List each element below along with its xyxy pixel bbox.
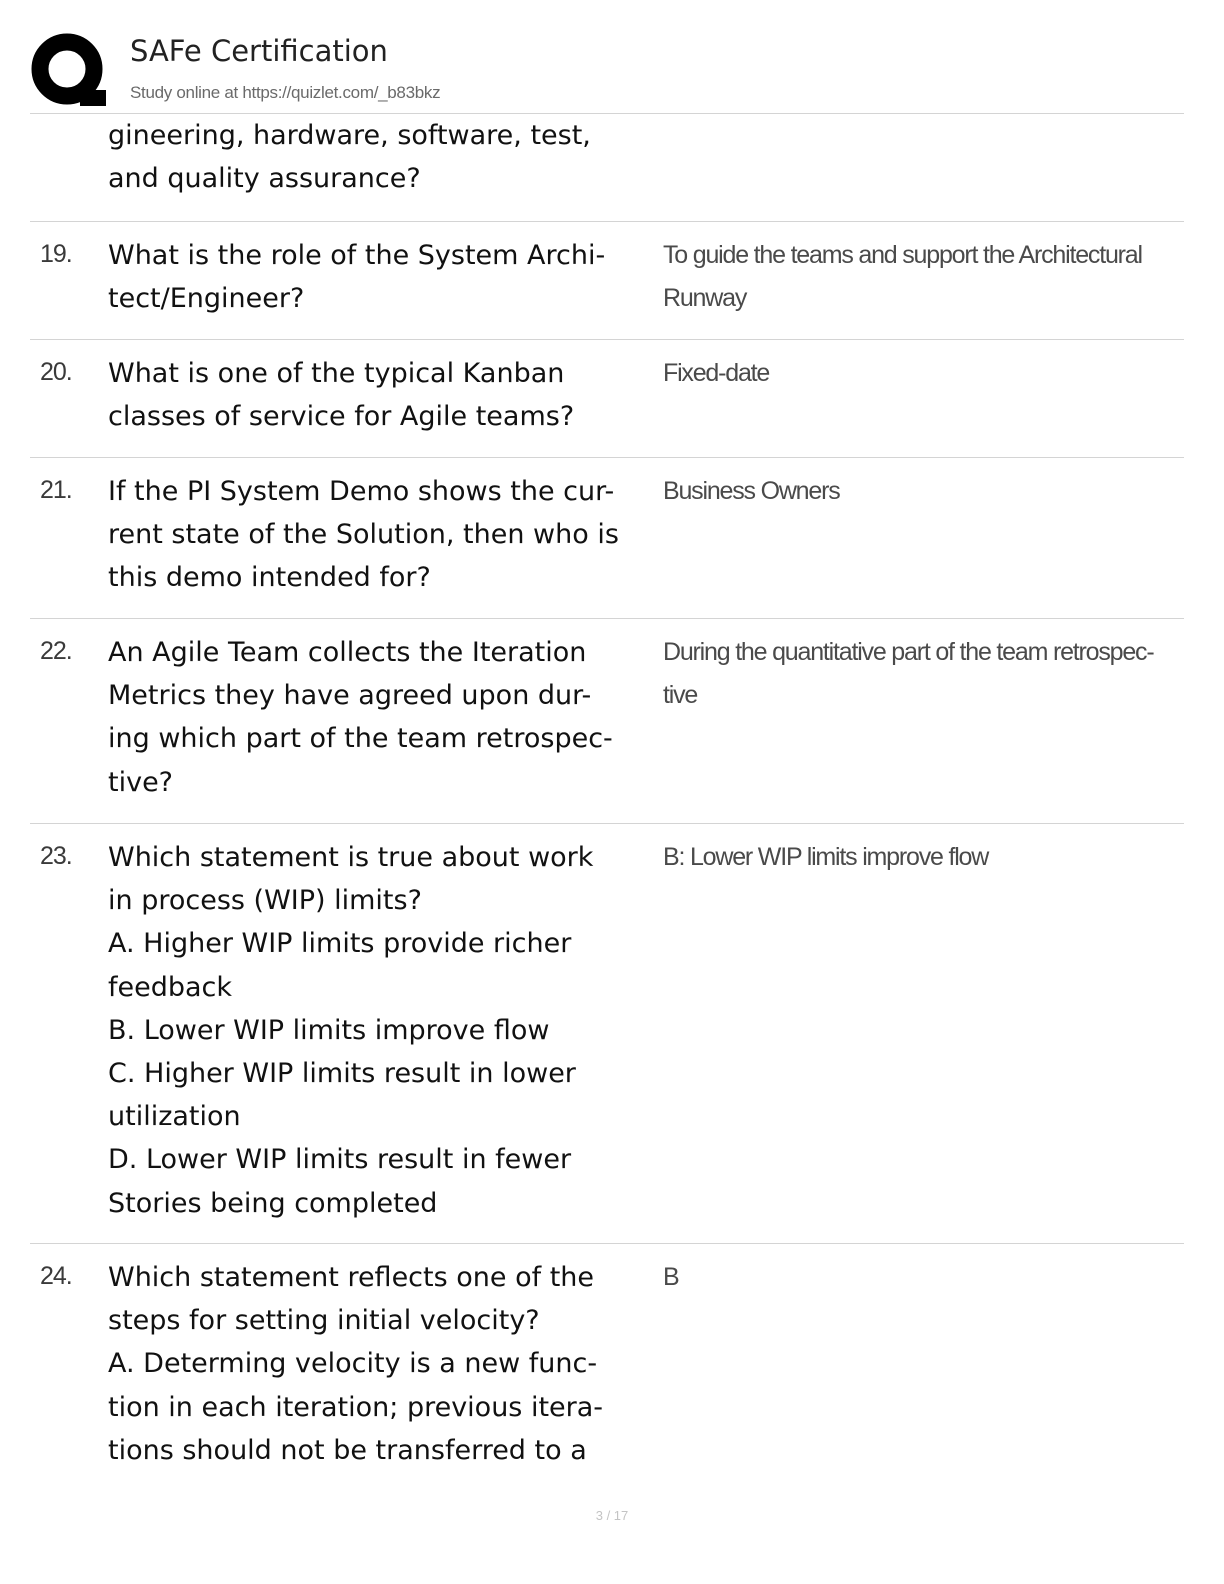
- answer-text: B: Lower WIP limits improve flow: [663, 843, 989, 871]
- card-number: 21.: [40, 476, 72, 504]
- question-text: If the PI System Demo shows the cur- rent state of the Solution, then who is this demo intended for?: [108, 476, 619, 594]
- card-number: 23.: [40, 842, 72, 870]
- card-number: 24.: [40, 1262, 72, 1290]
- card-number: 19.: [40, 240, 72, 268]
- card-row-continued: [30, 114, 1184, 222]
- quizlet-logo-icon: [30, 32, 110, 112]
- page-number: 3 / 17: [595, 1508, 629, 1523]
- question-text: An Agile Team collects the Iteration Metrics they have agreed upon dur- ing which part of the team retrospec- tive?: [108, 637, 613, 798]
- answer-text: B: [663, 1263, 679, 1291]
- document-header: [30, 28, 1184, 114]
- question-text: What is one of the typical Kanban classes of service for Agile teams?: [108, 358, 575, 433]
- answer-text: Business Owners: [663, 477, 840, 505]
- card-row-21: [30, 458, 1184, 619]
- question-text: Which statement reflects one of the steps for setting initial velocity? A. Determing velocity is a new func- tion in each iteration; previous itera- tions should not be transferred to a: [108, 1262, 604, 1466]
- card-row-20: [30, 340, 1184, 458]
- answer-text: During the quantitative part of the team retrospec- tive: [663, 638, 1154, 710]
- card-row-23: [30, 824, 1184, 1244]
- card-number: 22.: [40, 637, 72, 665]
- card-row-19: [30, 222, 1184, 340]
- question-text: What is the role of the System Archi- tect/Engineer?: [108, 240, 606, 315]
- document-title: SAFe Certification: [130, 34, 388, 68]
- study-online-link[interactable]: Study online at https://quizlet.com/_b83bkz: [130, 83, 441, 102]
- answer-text: Fixed-date: [663, 359, 770, 387]
- card-number: 20.: [40, 358, 72, 386]
- card-row-24: [30, 1244, 1184, 1484]
- question-text: Which statement is true about work in process (WIP) limits? A. Higher WIP limits provide richer feedback B. Lower WIP limits improve flow C. Higher WIP limits result in lower utilization D. Lower WIP limits result in fewer Stories being completed: [108, 842, 594, 1219]
- answer-text: To guide the teams and support the Architectural Runway: [663, 241, 1142, 313]
- card-row-22: [30, 619, 1184, 824]
- question-text: gineering, hardware, software, test, and quality assurance?: [108, 120, 591, 195]
